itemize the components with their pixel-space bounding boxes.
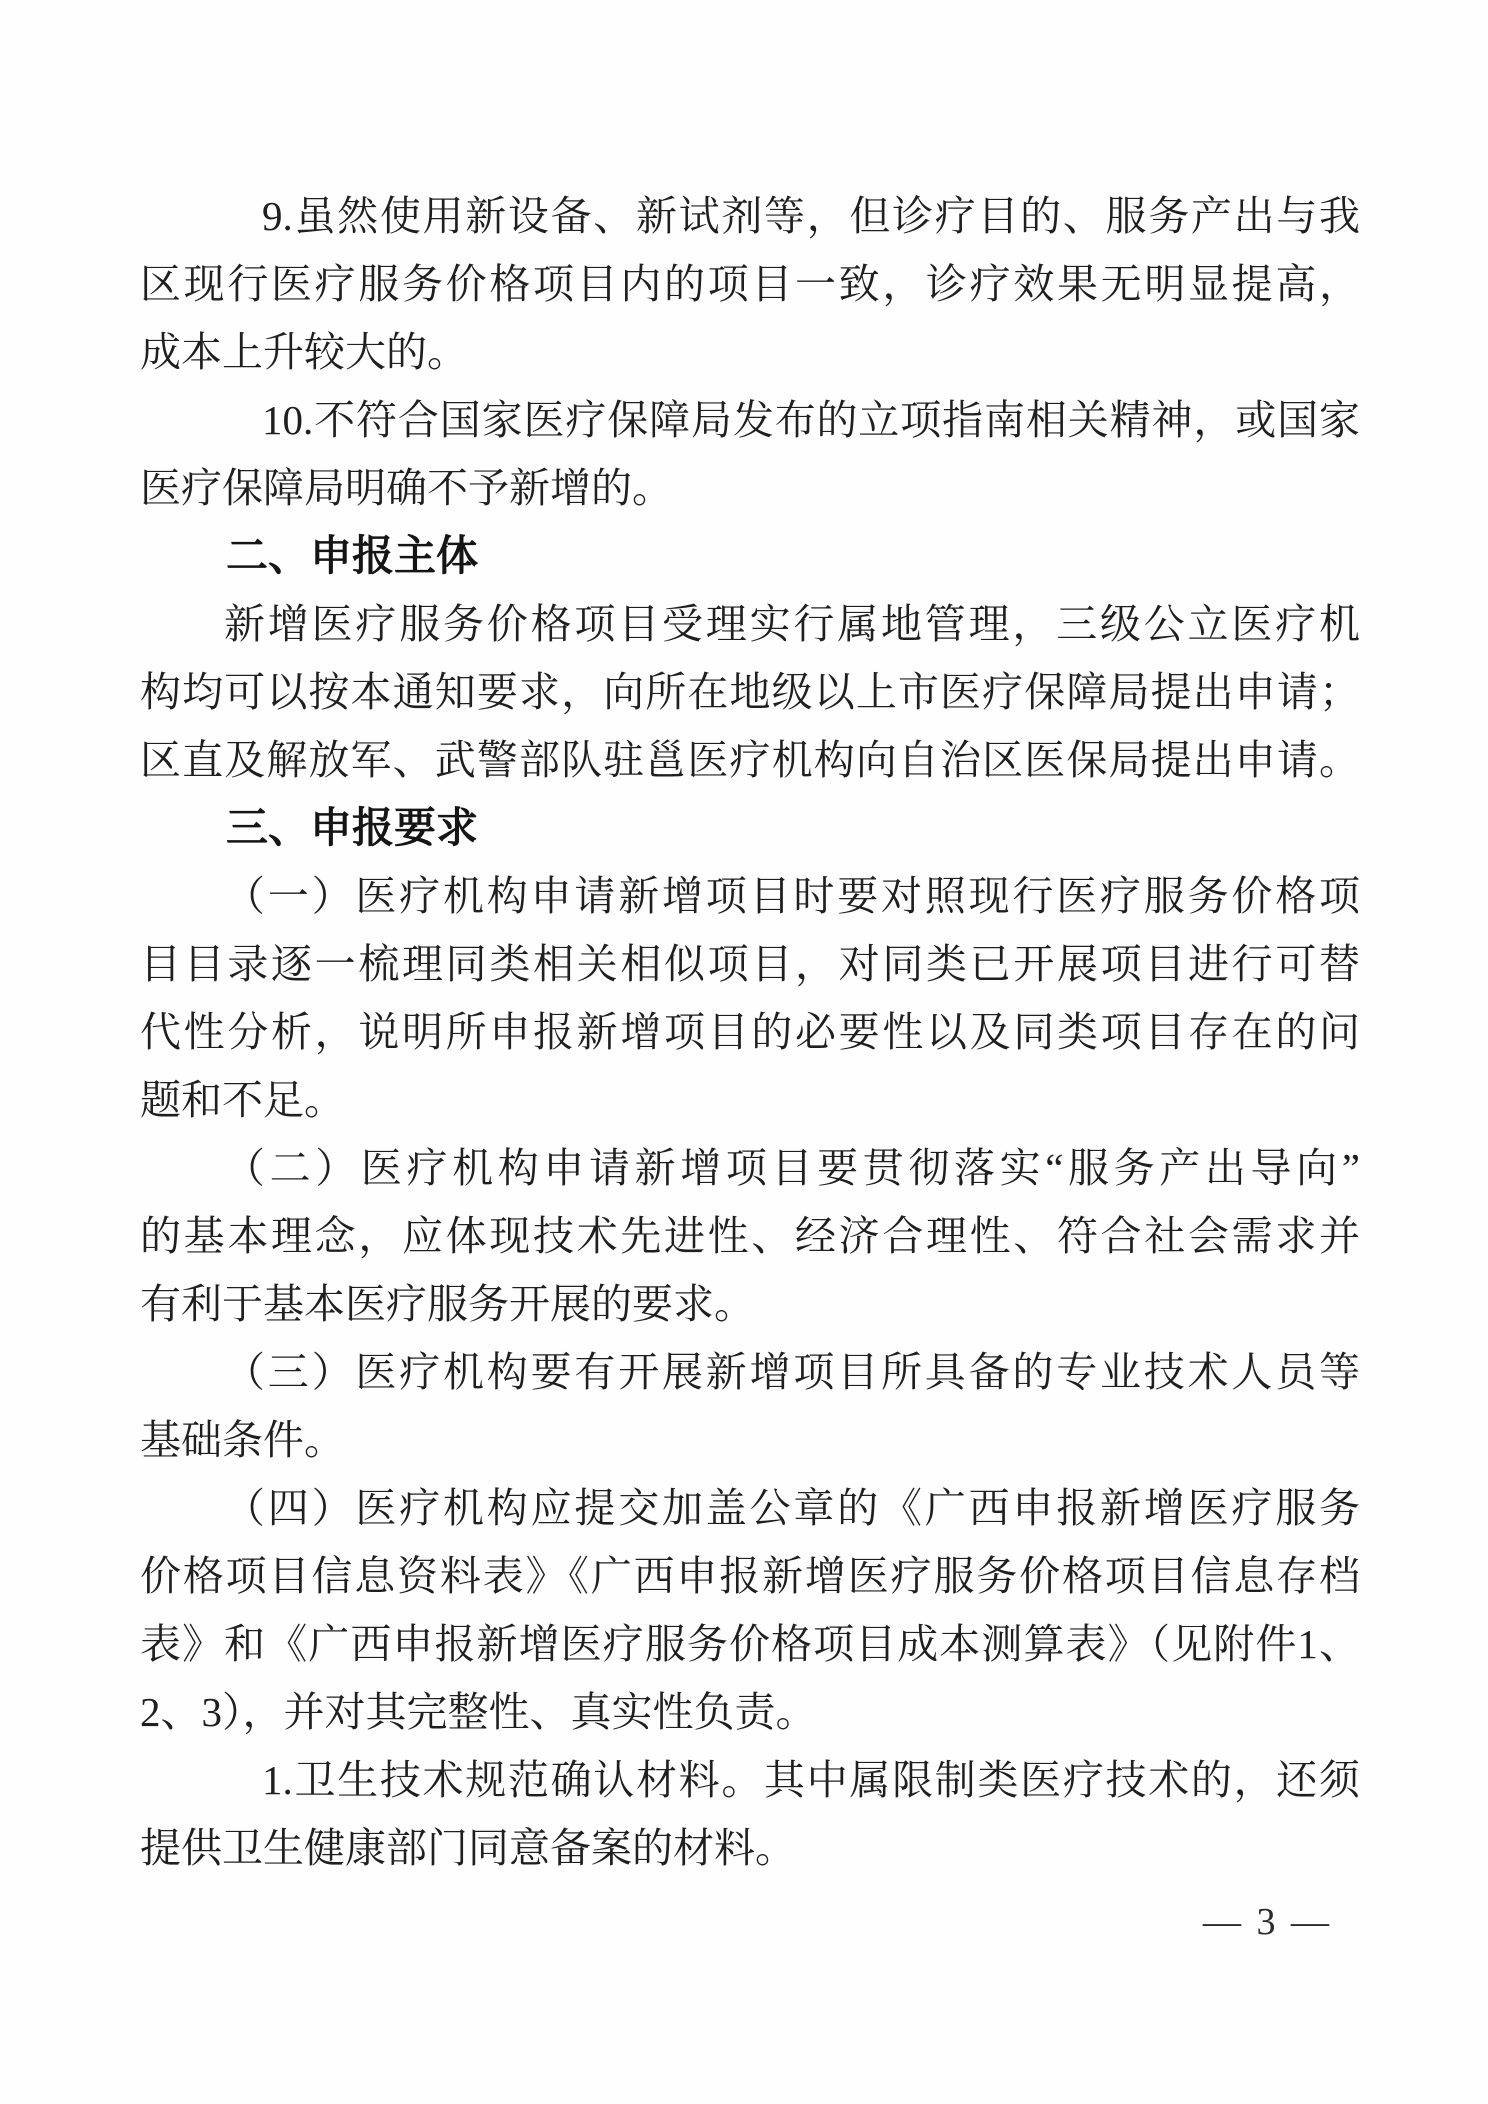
text-line: 价格项目信息资料表》《广西申报新增医疗服务价格项目信息存档 <box>140 1553 1360 1599</box>
text-line: 提供卫生健康部门同意备案的材料。 <box>140 1825 796 1871</box>
text-line: 1.卫生技术规范确认材料。其中属限制类医疗技术的，还须 <box>262 1757 1360 1803</box>
section-heading-2: 二、申报主体 <box>226 532 479 579</box>
text-line: 代性分析，说明所申报新增项目的必要性以及同类项目存在的问 <box>140 1009 1360 1055</box>
text-line: 9.虽然使用新设备、新试剂等，但诊疗目的、服务产出与我 <box>262 193 1360 239</box>
text-line: 新增医疗服务价格项目受理实行属地管理，三级公立医疗机 <box>224 601 1360 647</box>
text-line: 构均可以按本通知要求，向所在地级以上市医疗保障局提出申请； <box>140 669 1360 715</box>
text-line: 区现行医疗服务价格项目内的项目一致，诊疗效果无明显提高， <box>140 261 1360 307</box>
text-line: 目目录逐一梳理同类相关相似项目，对同类已开展项目进行可替 <box>140 941 1360 987</box>
document-body <box>140 182 1360 1882</box>
text-line: （三）医疗机构要有开展新增项目所具备的专业技术人员等 <box>224 1349 1360 1395</box>
text-line: 题和不足。 <box>140 1077 345 1123</box>
text-line: 表》和《广西申报新增医疗服务价格项目成本测算表》（见附件1、 <box>140 1621 1360 1667</box>
text-line: 的基本理念，应体现技术先进性、经济合理性、符合社会需求并 <box>140 1213 1360 1259</box>
text-line: 10.不符合国家医疗保障局发布的立项指南相关精神，或国家 <box>262 397 1360 443</box>
page-number: — 3 — <box>1203 1901 1332 1943</box>
text-line: 2、3），并对其完整性、真实性负责。 <box>140 1689 817 1735</box>
text-line: 区直及解放军、武警部队驻邕医疗机构向自治区医保局提出申请。 <box>140 737 1360 783</box>
text-line: （二）医疗机构申请新增项目要贯彻落实“服务产出导向” <box>224 1145 1360 1191</box>
text-line: 基础条件。 <box>140 1417 345 1463</box>
text-line: （一）医疗机构申请新增项目时要对照现行医疗服务价格项 <box>224 873 1360 919</box>
text-line: 有利于基本医疗服务开展的要求。 <box>140 1281 755 1327</box>
text-line: 医疗保障局明确不予新增的。 <box>140 465 673 511</box>
text-line: 成本上升较大的。 <box>140 329 468 375</box>
section-heading-3: 三、申报要求 <box>226 804 479 851</box>
text-line: （四）医疗机构应提交加盖公章的《广西申报新增医疗服务 <box>224 1485 1360 1531</box>
